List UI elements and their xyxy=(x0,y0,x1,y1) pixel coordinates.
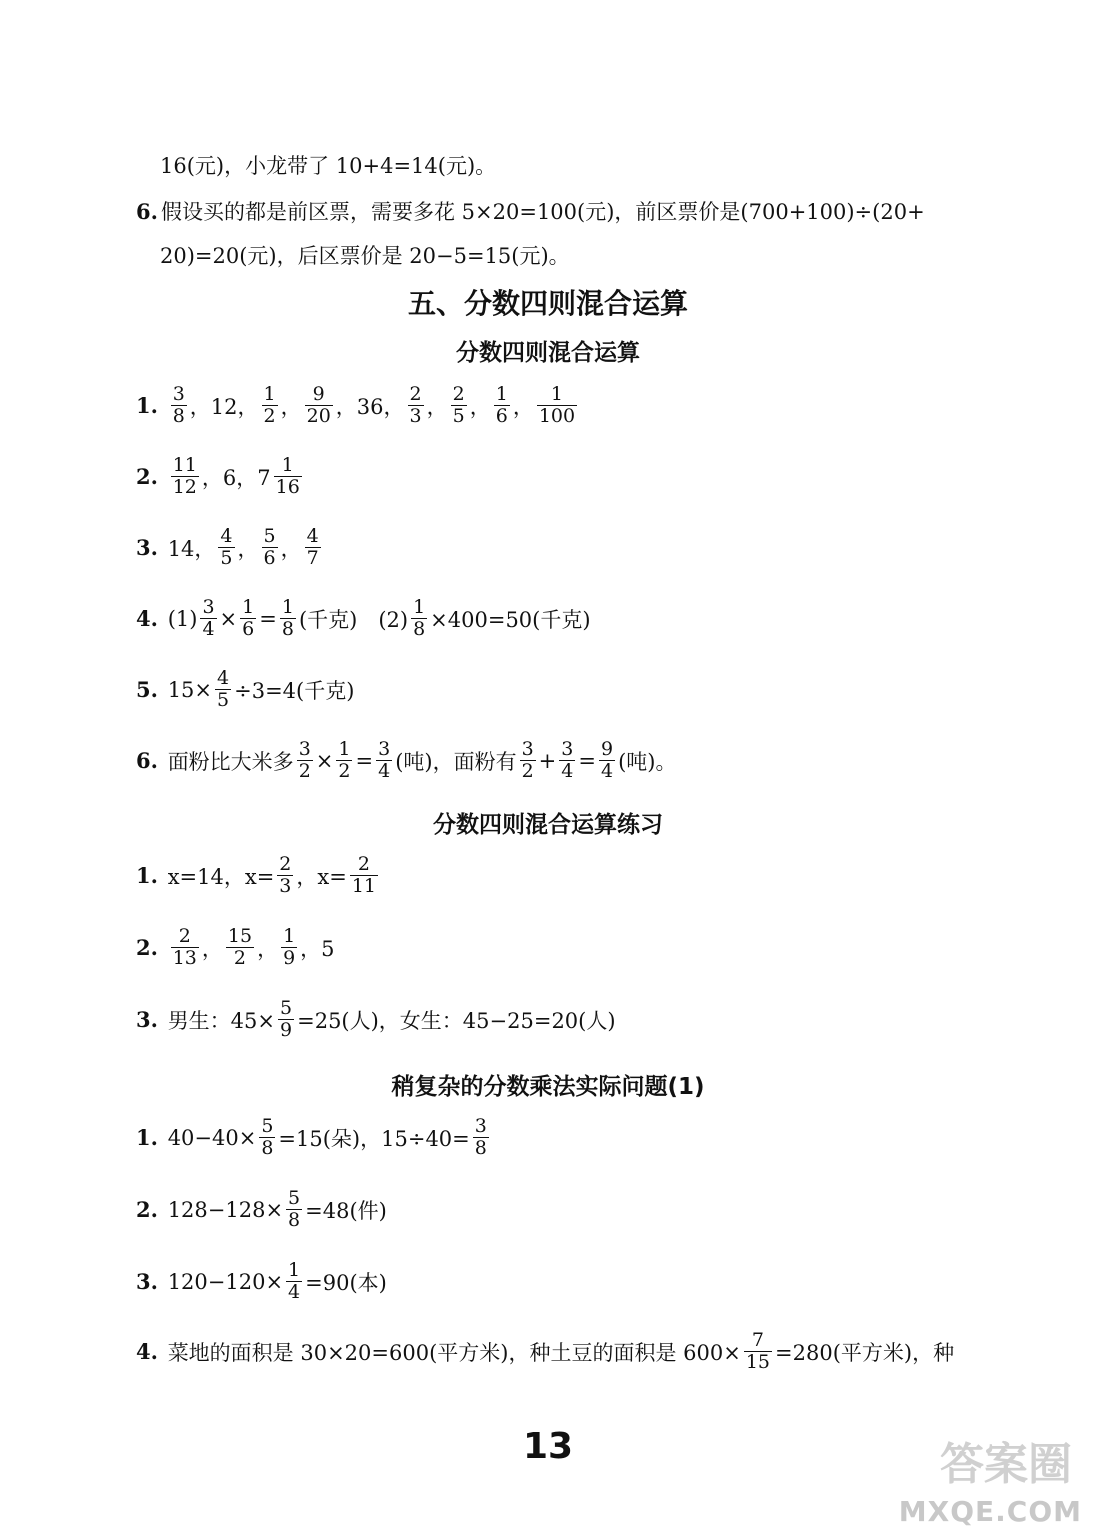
s1-question-6: 6. 面粉比大米多 $\frac{3}{2}$ × $\frac{1}{2}$ = $\frac{3}{4}$ (吨)，面粉有 $\frac{3}{2}$ + $\frac{3}{4}$ = $\frac{9}{4}$ (吨)。 xyxy=(136,738,677,783)
s1-question-4: 4. (1) $\frac{3}{4}$ × $\frac{1}{6}$ = $\frac{1}{8}$ (千克) (2) $\frac{1}{8}$ ×400=50(千克) xyxy=(136,596,591,641)
fraction: $\frac{2}{5}$ xyxy=(452,383,465,428)
s2-question-3: 3. 男生：45× $\frac{5}{9}$ =25(人)，女生：45−25=20(人) xyxy=(136,997,616,1042)
fraction: $\frac{1}{100}$ xyxy=(538,383,576,428)
fraction: $\frac{4}{7}$ xyxy=(306,525,319,570)
fraction: $\frac{3}{8}$ xyxy=(474,1115,487,1160)
fraction: $\frac{1}{8}$ xyxy=(281,596,294,641)
fraction: $\frac{1}{6}$ xyxy=(242,596,255,641)
watermark-logo-text: 答案圈 xyxy=(940,1439,1072,1490)
section-title: 分数四则混合运算 xyxy=(456,340,640,366)
fraction: $\frac{5}{8}$ xyxy=(288,1187,301,1232)
fraction: $\frac{11}{12}$ xyxy=(172,454,197,499)
fraction: $\frac{1}{8}$ xyxy=(413,596,426,641)
fraction: $\frac{3}{4}$ xyxy=(202,596,215,641)
fraction: $\frac{2}{3}$ xyxy=(409,383,422,428)
fraction: $\frac{1}{16}$ xyxy=(275,454,300,499)
intro-line-1: 16(元)，小龙带了 10+4=14(元)。 xyxy=(160,154,497,178)
fraction: $\frac{4}{5}$ xyxy=(217,667,230,712)
fraction: $\frac{3}{4}$ xyxy=(378,738,391,783)
s3-question-4: 4. 菜地的面积是 30×20=600(平方米)，种土豆的面积是 600× $\frac{7}{15}$ =280(平方米)，种 xyxy=(136,1329,955,1374)
s1-question-2: 2. $\frac{11}{12}$ ，6，7 $\frac{1}{16}$ xyxy=(136,454,300,499)
fraction: $\frac{3}{8}$ xyxy=(172,383,185,428)
fraction: $\frac{1}{6}$ xyxy=(495,383,508,428)
section-title: 稍复杂的分数乘法实际问题(1) xyxy=(391,1074,705,1100)
s1-question-1: 1. $\frac{3}{8}$ ，12， $\frac{1}{2}$ ， $\frac{9}{20}$ ，36， $\frac{2}{3}$ ， $\frac{2}{5}$ ， $\frac{1}{6}$ ， $\frac{1}{100}$ xyxy=(136,383,576,428)
s1-question-3: 3. 14， $\frac{4}{5}$ ， $\frac{5}{6}$ ， $\frac{4}{7}$ xyxy=(136,525,319,570)
watermark-logo xyxy=(882,1428,1082,1528)
fraction: $\frac{2}{13}$ xyxy=(172,925,197,970)
question-number: 6. xyxy=(136,199,158,224)
fraction: $\frac{1}{2}$ xyxy=(263,383,276,428)
s3-question-3: 3. 120−120× $\frac{1}{4}$ =90(本) xyxy=(136,1259,387,1304)
fraction: $\frac{1}{4}$ xyxy=(288,1259,301,1304)
fraction: $\frac{5}{9}$ xyxy=(280,997,293,1042)
s2-question-1: 1. x=14，x= $\frac{2}{3}$ ，x= $\frac{2}{11}$ xyxy=(136,853,377,898)
fraction: $\frac{5}{6}$ xyxy=(263,525,276,570)
fraction: $\frac{2}{3}$ xyxy=(279,853,292,898)
fraction: $\frac{5}{8}$ xyxy=(261,1115,274,1160)
fraction: $\frac{1}{9}$ xyxy=(283,925,296,970)
s3-question-2: 2. 128−128× $\frac{5}{8}$ =48(件) xyxy=(136,1187,387,1232)
s1-question-5: 5. 15× $\frac{4}{5}$ ÷3=4(千克) xyxy=(136,667,355,712)
intro-q6-line-1: 6. 假设买的都是前区票，需要多花 5×20=100(元)，前区票价是(700+100)÷(20+ xyxy=(136,199,925,224)
fraction: $\frac{3}{2}$ xyxy=(521,738,534,783)
fraction: $\frac{7}{15}$ xyxy=(745,1329,771,1374)
fraction: $\frac{9}{4}$ xyxy=(600,738,614,783)
chapter-title: 五、分数四则混合运算 xyxy=(407,287,688,320)
fraction: $\frac{2}{11}$ xyxy=(351,853,377,898)
s3-question-1: 1. 40−40× $\frac{5}{8}$ =15(朵)，15÷40= $\frac{3}{8}$ xyxy=(136,1115,487,1160)
intro-q6-line-2: 20)=20(元)，后区票价是 20−5=15(元)。 xyxy=(160,244,570,268)
fraction: $\frac{3}{4}$ xyxy=(561,738,574,783)
section-title: 分数四则混合运算练习 xyxy=(433,812,663,838)
s2-question-2: 2. $\frac{2}{13}$ ， $\frac{15}{2}$ ， $\frac{1}{9}$ ，5 xyxy=(136,925,335,970)
fraction: $\frac{15}{2}$ xyxy=(227,925,253,970)
watermark-site: MXQE.COM xyxy=(898,1495,1082,1528)
fraction: $\frac{1}{2}$ xyxy=(338,738,351,783)
fraction: $\frac{4}{5}$ xyxy=(220,525,233,570)
fraction: $\frac{9}{20}$ xyxy=(306,383,331,428)
page-number: 13 xyxy=(522,1426,574,1467)
fraction: $\frac{3}{2}$ xyxy=(298,738,311,783)
